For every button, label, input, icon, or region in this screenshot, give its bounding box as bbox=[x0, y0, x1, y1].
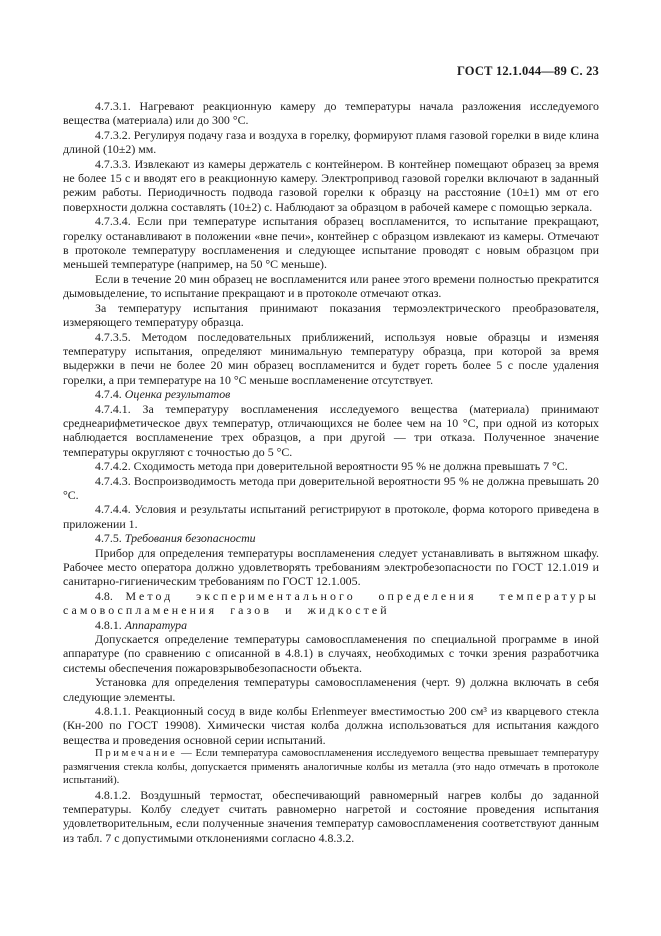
section-title: Аппаратура bbox=[124, 617, 188, 632]
heading-4-8 bbox=[63, 589, 599, 618]
subheading-4-7-4 bbox=[63, 387, 599, 401]
paragraph-4-8-1-1: 4.8.1.1. Реакционный сосуд в виде колбы Erlenmeyer вместимостью 200 см³ из кварцевого стекла (Кн-200 по ГОСТ 19908). Химически чистая колба должна использоваться для испытания каждого вещества и проведения основной серии испытаний. bbox=[63, 704, 599, 747]
paragraph-alt-apparatus: Допускается определение температуры самовоспламенения по специальной программе в иной аппаратуре (по сравнению с описанной в 4.8.1) в случаях, необходимых с точки зрения разработчика системы обеспечения пожаровзрывобезопасности объекта. bbox=[63, 632, 599, 675]
paragraph-safety: Прибор для определения температуры воспламенения следует устанавливать в вытяжном шкафу. Рабочее место оператора должно удовлетворять требованиям электробезопасности по ГОСТ 12.1.019 и санитарно-гигиеническим требованиям по ГОСТ 12.1.005. bbox=[63, 545, 599, 589]
section-number: 4.8.1. bbox=[95, 617, 122, 632]
subheading-4-8-1 bbox=[63, 618, 599, 632]
paragraph-4-8-1-2: 4.8.1.2. Воздушный термостат, обеспечивающий равномерный нагрев колбы до заданной температуры. Колбу следует считать равномерно нагретой и состояние проведения испытания удовлетворительным, если полученные значения температур самовоспламенения соответствуют данным из табл. 7 с допустимыми отклонениями согласно 4.8.3.2. bbox=[63, 787, 599, 845]
paragraph-4-7-4-4: 4.7.4.4. Условия и результаты испытаний регистрируют в протоколе, форма которого приведена в приложении 1. bbox=[63, 502, 599, 531]
paragraph-4-7-3-3: 4.7.3.3. Извлекают из камеры держатель с контейнером. В контейнер помещают образец за время не более 15 с и вводят его в реакционную камеру. Электропривод газовой горелки включают в заданный режим работы. Периодичность подвода газовой горелки к образцу на расстояние (10±1) мм от его поверхности должна составлять (10±2) с. Наблюдают за образцом в рабочей камере с помощью зеркала. bbox=[63, 156, 599, 214]
note-label: Примечание bbox=[95, 747, 178, 760]
paragraph-setup-elements: Установка для определения температуры самовоспламенения (черт. 9) должна включать в себя следующие элементы. bbox=[63, 675, 599, 704]
subheading-4-7-5 bbox=[63, 531, 599, 545]
paragraph-note bbox=[63, 747, 599, 787]
paragraph-refusal-rule: Если в течение 20 мин образец не воспламенится или ранее этого времени полностью прекратится дымовыделение, то испытание прекращают и в протоколе отмечают отказ. bbox=[63, 271, 599, 301]
paragraph-4-7-3-2: 4.7.3.2. Регулируя подачу газа и воздуха в горелку, формируют пламя газовой горелки в виде клина длиной (10±2) мм. bbox=[63, 127, 599, 157]
paragraph-4-7-4-1: 4.7.4.1. За температуру воспламенения исследуемого вещества (материала) принимают среднеарифметическое двух температур, отличающихся не более чем на 10 °С, при одной из которых наблюдается воспламенение трех образцов, а при другой — три отказа. Полученное значение температуры округляют с точностью до 5 °С. bbox=[63, 401, 599, 459]
paragraph-4-7-3-1: 4.7.3.1. Нагревают реакционную камеру до температуры начала разложения исследуемого вещества (материала) или до 300 °С. bbox=[63, 99, 599, 128]
section-title: Требования безопасности bbox=[124, 531, 256, 546]
paragraph-4-7-4-2: 4.7.4.2. Сходимость метода при доверительной вероятности 95 % не должна превышать 7 °С. bbox=[95, 459, 568, 474]
section-number: 4.7.5. bbox=[95, 531, 122, 546]
section-title: Метод экспериментального определения температуры самовоспламенения газов и жидкостей bbox=[63, 588, 599, 618]
section-number: 4.8. bbox=[95, 588, 113, 603]
section-title: Оценка результатов bbox=[124, 387, 231, 402]
note-text: — Если температура самовоспламенения исследуемого вещества превышает температуру размягчения стекла колбы, допускается применять аналогичные колбы из металла (это надо отмечать в протоколе испытаний). bbox=[63, 747, 600, 787]
section-number: 4.7.4. bbox=[95, 387, 122, 402]
paragraph-4-7-3-5: 4.7.3.5. Методом последовательных приближений, используя новые образцы и изменяя температуру испытания, определяют минимальную температуру образца, при которой за время выдержки в печи не более 20 мин образец воспламенится и будет гореть более 5 с после удаления горелки, а при температуре на 10 °С меньше воспламенение отсутствует. bbox=[63, 329, 599, 387]
paragraph-4-7-4-3: 4.7.4.3. Воспроизводимость метода при доверительной вероятности 95 % не должна превышать 20 °С. bbox=[63, 473, 599, 502]
page-header: ГОСТ 12.1.044—89 С. 23 bbox=[456, 64, 599, 78]
paragraph-4-7-3-4: 4.7.3.4. Если при температуре испытания образец воспламенится, то испытание прекращают, горелку останавливают в положении «вне печи», контейнер с образцом извлекают из камеры. Отмечают в протоколе температуру воспламенения и следующее испытание проводят с новым образцом при меньшей температуре (например, на 50 °С меньше). bbox=[63, 214, 599, 272]
paragraph-thermocouple: За температуру испытания принимают показания термоэлектрического преобразователя, измеряющего температуру образца. bbox=[63, 300, 599, 330]
